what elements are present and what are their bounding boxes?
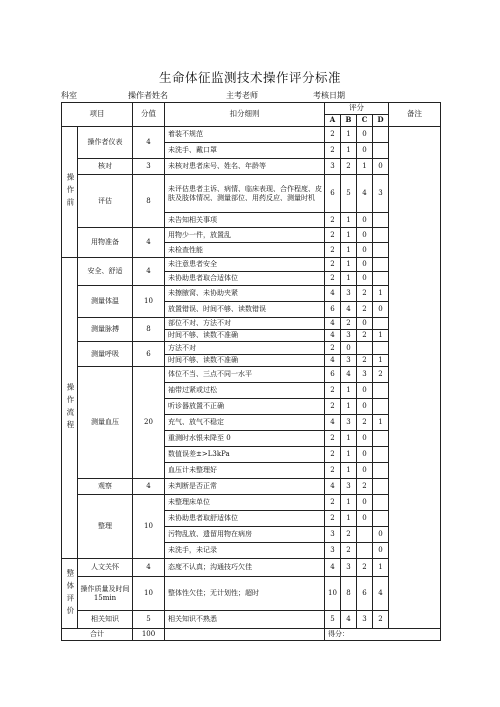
- row-text: 部位不对、方法不对: [165, 318, 325, 330]
- row-c: 3: [357, 367, 373, 383]
- row-d: 0: [373, 159, 389, 175]
- row-c: 1: [357, 159, 373, 175]
- row-d: 1: [373, 559, 389, 577]
- row-a: 3: [325, 543, 341, 559]
- row-b: 1: [341, 127, 357, 143]
- row-c: 0: [357, 511, 373, 527]
- row-c: 0: [357, 399, 373, 415]
- score-supplies: 4: [133, 228, 165, 258]
- score-temp: 10: [133, 286, 165, 318]
- score-table: [61, 102, 441, 641]
- item-care: 人文关怀: [78, 559, 133, 577]
- row-a: 2: [325, 243, 341, 258]
- row-a: 2: [325, 272, 341, 286]
- row-c: 0: [357, 495, 373, 511]
- row-a: 4: [325, 330, 341, 342]
- row-a: 2: [325, 511, 341, 527]
- row-d: [373, 479, 389, 495]
- score-safety: 4: [133, 258, 165, 286]
- item-tidy: 整理: [78, 495, 133, 559]
- row-b: 3: [341, 355, 357, 367]
- row-a: 3: [325, 527, 341, 543]
- row-b: 3: [341, 479, 357, 495]
- row-d: 0: [373, 302, 389, 318]
- row-d: [373, 243, 389, 258]
- row-a: 4: [325, 318, 341, 330]
- row-b: 4: [341, 611, 357, 629]
- header-deduct: 扣分细则: [165, 103, 325, 127]
- row-b: 1: [341, 383, 357, 399]
- score-care: 4: [133, 559, 165, 577]
- row-b: 0: [341, 342, 357, 355]
- row-b: 3: [341, 559, 357, 577]
- row-b: 1: [341, 495, 357, 511]
- row-c: [357, 527, 373, 543]
- score-appearance: 4: [133, 127, 165, 159]
- total-empty: [165, 629, 325, 641]
- row-a: 5: [325, 611, 341, 629]
- row-b: 1: [341, 511, 357, 527]
- row-c: 2: [357, 355, 373, 367]
- row-c: 0: [357, 383, 373, 399]
- item-supplies: 用物准备: [78, 228, 133, 258]
- row-text: 放置错误、时间不够、读数错误: [165, 302, 325, 318]
- row-text: 听诊器放置不正确: [165, 399, 325, 415]
- total-score: 100: [133, 629, 165, 641]
- row-c: 0: [357, 228, 373, 243]
- row-text: 时间不够、读数不准确: [165, 355, 325, 367]
- page-title: 生命体征监测技术操作评分标准: [158, 70, 341, 85]
- row-text: 充气、放气不稳定: [165, 415, 325, 431]
- row-text: 未注意患者安全: [165, 258, 325, 272]
- row-a: 2: [325, 463, 341, 479]
- row-d: [373, 383, 389, 399]
- row-c: 0: [357, 143, 373, 159]
- row-a: 2: [325, 383, 341, 399]
- row-b: 1: [341, 463, 357, 479]
- row-b: 8: [341, 577, 357, 611]
- row-text: 未洗手，未记录: [165, 543, 325, 559]
- row-c: 2: [357, 330, 373, 342]
- row-c: 0: [357, 127, 373, 143]
- row-text: 数值误差±>L3kPa: [165, 447, 325, 463]
- date-label: 考核日期: [313, 91, 345, 100]
- row-d: 1: [373, 286, 389, 302]
- row-c: 0: [357, 447, 373, 463]
- operator-label: 操作者姓名: [128, 91, 168, 100]
- row-b: 1: [341, 399, 357, 415]
- header-note: 备注: [389, 103, 441, 127]
- row-d: 0: [373, 527, 389, 543]
- row-d: 1: [373, 330, 389, 342]
- header-score: 分值: [133, 103, 165, 127]
- row-text: 袖带过紧或过松: [165, 383, 325, 399]
- row-d: 2: [373, 367, 389, 383]
- row-text: 血压计未整理好: [165, 463, 325, 479]
- row-a: 4: [325, 355, 341, 367]
- row-c: 2: [357, 286, 373, 302]
- total-label: 合计: [62, 629, 133, 641]
- score-assess: 8: [133, 175, 165, 228]
- score-pulse: 8: [133, 318, 165, 342]
- row-b: 1: [341, 272, 357, 286]
- row-a: 6: [325, 367, 341, 383]
- row-c: 2: [357, 479, 373, 495]
- dept-label: 科室: [61, 91, 77, 100]
- row-d: [373, 143, 389, 159]
- header-d: D: [373, 115, 389, 127]
- row-d: [373, 495, 389, 511]
- section-pre: 操作前: [62, 127, 78, 258]
- row-a: 4: [325, 415, 341, 431]
- score-knowledge: 5: [133, 611, 165, 629]
- row-b: 2: [341, 527, 357, 543]
- row-d: [373, 213, 389, 228]
- row-text: 方法不对: [165, 342, 325, 355]
- row-d: [373, 318, 389, 330]
- row-text: 未评估患者主诉、病情、临床表现、合作程度、皮肤及肢体情况、测量部位、用药反应、测量时机: [165, 175, 325, 213]
- row-a: 2: [325, 447, 341, 463]
- row-d: 3: [373, 175, 389, 213]
- section-proc: 操作流程: [62, 258, 78, 559]
- row-b: 1: [341, 243, 357, 258]
- row-d: [373, 511, 389, 527]
- item-observe: 观察: [78, 479, 133, 495]
- item-safety: 安全、舒适: [78, 258, 133, 286]
- header-b: B: [341, 115, 357, 127]
- row-b: 2: [341, 159, 357, 175]
- row-a: 4: [325, 559, 341, 577]
- row-text: 相关知识不熟悉: [165, 611, 325, 629]
- row-a: 10: [325, 577, 341, 611]
- row-text: 未洗手、戴口罩: [165, 143, 325, 159]
- row-b: 1: [341, 258, 357, 272]
- row-b: 1: [341, 143, 357, 159]
- item-bp: 测量血压: [78, 367, 133, 479]
- row-text: 未整理床单位: [165, 495, 325, 511]
- row-d: [373, 447, 389, 463]
- row-b: 1: [341, 447, 357, 463]
- row-d: [373, 258, 389, 272]
- row-text: 未判断是否正常: [165, 479, 325, 495]
- row-b: 3: [341, 415, 357, 431]
- row-text: 用物少一件，放置乱: [165, 228, 325, 243]
- row-text: 未协助患者取合适体位: [165, 272, 325, 286]
- row-text: 未擦腋窝、未协助夹紧: [165, 286, 325, 302]
- note-cell: [389, 127, 441, 629]
- row-c: 0: [357, 431, 373, 447]
- header-item: 项目: [62, 103, 133, 127]
- row-c: 6: [357, 577, 373, 611]
- score-observe: 4: [133, 479, 165, 495]
- header-c: C: [357, 115, 373, 127]
- row-d: 0: [373, 543, 389, 559]
- row-b: 1: [341, 213, 357, 228]
- row-c: [357, 543, 373, 559]
- item-pulse: 测量脉搏: [78, 318, 133, 342]
- row-a: 4: [325, 286, 341, 302]
- row-a: 2: [325, 143, 341, 159]
- item-temp: 测量体温: [78, 286, 133, 318]
- row-b: 4: [341, 367, 357, 383]
- row-c: 2: [357, 415, 373, 431]
- row-text: 污物乱放、遗留用物在病房: [165, 527, 325, 543]
- score-bp: 20: [133, 367, 165, 479]
- row-c: 0: [357, 258, 373, 272]
- row-b: 2: [341, 543, 357, 559]
- row-d: 4: [373, 577, 389, 611]
- section-overall: 整体评价: [62, 559, 78, 629]
- row-d: 1: [373, 415, 389, 431]
- item-check: 核对: [78, 159, 133, 175]
- row-c: 2: [357, 302, 373, 318]
- row-c: 0: [357, 463, 373, 479]
- item-appearance: 操作者仪表: [78, 127, 133, 159]
- row-c: 0: [357, 213, 373, 228]
- row-d: [373, 127, 389, 143]
- row-d: [373, 463, 389, 479]
- row-d: [373, 342, 389, 355]
- row-c: 0: [357, 243, 373, 258]
- row-b: 1: [341, 228, 357, 243]
- row-d: [373, 228, 389, 243]
- row-text: 整体性欠佳；无计划性；超时: [165, 577, 325, 611]
- row-text: 未告知相关事项: [165, 213, 325, 228]
- row-b: 5: [341, 175, 357, 213]
- examiner-label: 主考老师: [226, 91, 258, 100]
- row-a: 3: [325, 159, 341, 175]
- score-got: 得分：: [325, 629, 441, 641]
- row-c: 2: [357, 559, 373, 577]
- item-knowledge: 相关知识: [78, 611, 133, 629]
- row-b: 3: [341, 330, 357, 342]
- score-tidy: 10: [133, 495, 165, 559]
- item-quality: 操作质量及时间 15min: [78, 577, 133, 611]
- row-c: 0: [357, 318, 373, 330]
- row-b: 3: [341, 286, 357, 302]
- row-text: 未核对患者床号、姓名、年龄等: [165, 159, 325, 175]
- row-d: 2: [373, 611, 389, 629]
- row-d: [373, 399, 389, 415]
- row-text: 态度不认真；沟通技巧欠佳: [165, 559, 325, 577]
- header-a: A: [325, 115, 341, 127]
- row-d: 1: [373, 355, 389, 367]
- row-text: 未协助患者取舒适体位: [165, 511, 325, 527]
- row-text: 未检查性能: [165, 243, 325, 258]
- row-a: 2: [325, 213, 341, 228]
- row-a: 2: [325, 342, 341, 355]
- row-a: 6: [325, 175, 341, 213]
- row-d: [373, 431, 389, 447]
- row-b: 1: [341, 431, 357, 447]
- header-rating: 评分: [325, 103, 389, 115]
- row-c: 3: [357, 611, 373, 629]
- row-a: 2: [325, 258, 341, 272]
- score-check: 3: [133, 159, 165, 175]
- row-a: 2: [325, 431, 341, 447]
- row-a: 2: [325, 127, 341, 143]
- row-b: 4: [341, 302, 357, 318]
- row-a: 2: [325, 399, 341, 415]
- item-assess: 评估: [78, 175, 133, 228]
- row-c: 0: [357, 272, 373, 286]
- row-b: 2: [341, 318, 357, 330]
- row-text: 体位不当、三点不同一水平: [165, 367, 325, 383]
- row-a: 2: [325, 228, 341, 243]
- row-a: 4: [325, 479, 341, 495]
- row-a: 2: [325, 495, 341, 511]
- score-quality: 10: [133, 577, 165, 611]
- row-c: [357, 342, 373, 355]
- row-a: 6: [325, 302, 341, 318]
- row-c: 4: [357, 175, 373, 213]
- row-text: 着装不规范: [165, 127, 325, 143]
- row-d: [373, 272, 389, 286]
- score-resp: 6: [133, 342, 165, 367]
- item-resp: 测量呼吸: [78, 342, 133, 367]
- row-text: 重测时水银未降至 0: [165, 431, 325, 447]
- row-text: 时间不够、读数不准确: [165, 330, 325, 342]
